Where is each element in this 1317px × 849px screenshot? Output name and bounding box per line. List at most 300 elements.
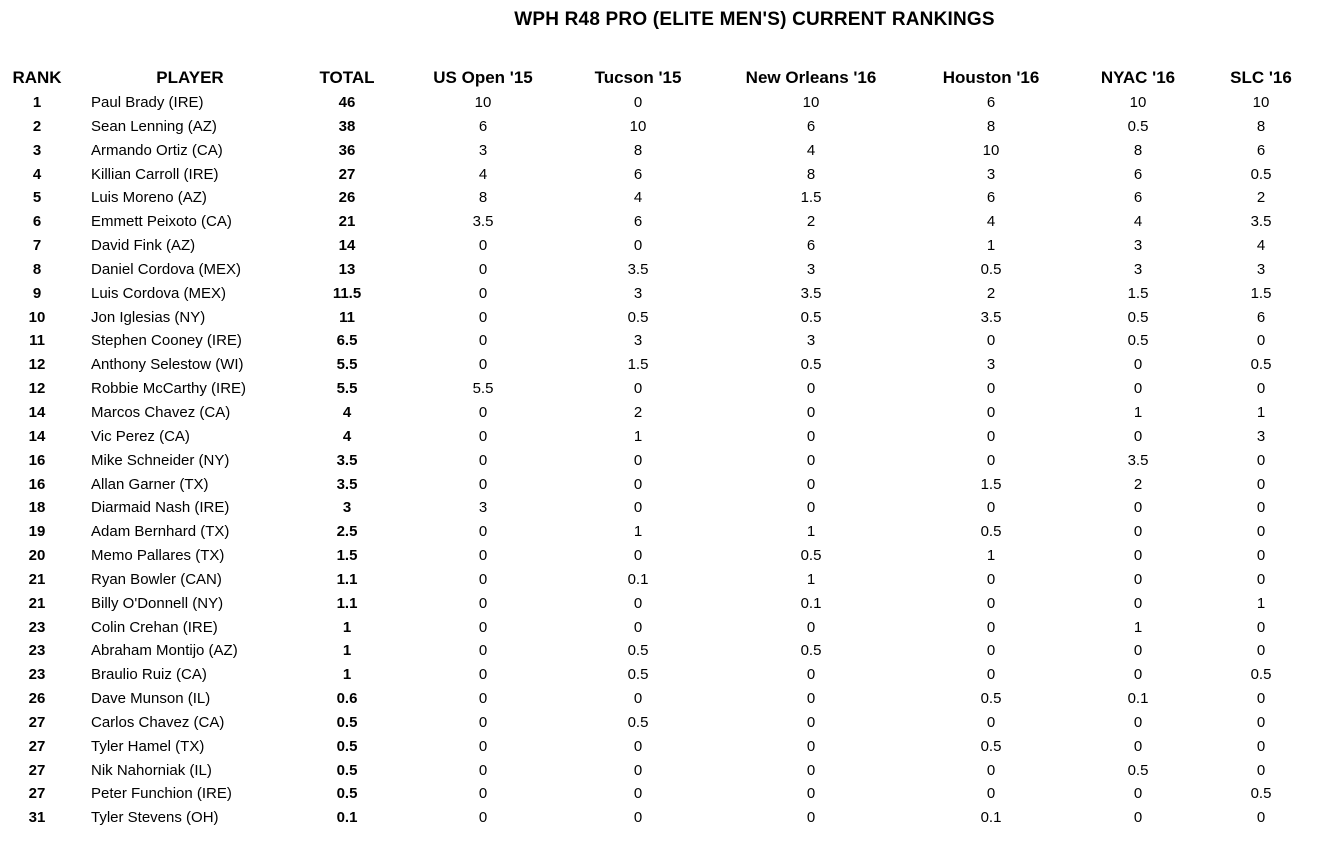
table-row — [0, 140, 1317, 164]
score-cell-new-orleans-16: 6 — [806, 117, 816, 135]
score-cell-nyac-16: 3 — [1133, 237, 1143, 255]
score-cell-houston-16: 3 — [986, 165, 996, 183]
total-cell: 11 — [339, 308, 355, 326]
score-cell-new-orleans-16: 6 — [806, 237, 816, 255]
total-cell: 4 — [342, 403, 352, 421]
score-cell-houston-16: 0 — [986, 642, 996, 660]
score-cell-us-open-15: 0 — [478, 618, 488, 636]
score-cell-slc-16: 8 — [1256, 117, 1266, 135]
table-row — [0, 259, 1317, 283]
score-cell-tucson-15: 3 — [633, 332, 643, 350]
score-cell-nyac-16: 0 — [1133, 594, 1143, 612]
score-cell-new-orleans-16: 3 — [806, 332, 816, 350]
score-cell-us-open-15: 8 — [478, 189, 488, 207]
score-cell-slc-16: 0.5 — [1250, 356, 1272, 374]
player-cell: Luis Cordova (MEX) — [91, 284, 227, 302]
rank-cell: 12 — [28, 380, 46, 398]
score-cell-slc-16: 0 — [1256, 380, 1266, 398]
score-cell-new-orleans-16: 8 — [806, 165, 816, 183]
score-cell-us-open-15: 3 — [478, 499, 488, 517]
table-row — [0, 545, 1317, 569]
score-cell-slc-16: 1 — [1256, 403, 1266, 421]
score-cell-slc-16: 0.5 — [1250, 785, 1272, 803]
score-cell-us-open-15: 0 — [478, 237, 488, 255]
score-cell-tucson-15: 0 — [633, 499, 643, 517]
score-cell-nyac-16: 3.5 — [1127, 451, 1149, 469]
score-cell-us-open-15: 0 — [478, 332, 488, 350]
score-cell-nyac-16: 0 — [1133, 523, 1143, 541]
score-cell-houston-16: 0 — [986, 427, 996, 445]
score-cell-slc-16: 0 — [1256, 690, 1266, 708]
score-cell-nyac-16: 0 — [1133, 499, 1143, 517]
score-cell-new-orleans-16: 0 — [806, 737, 816, 755]
score-cell-houston-16: 3 — [986, 356, 996, 374]
player-cell: Vic Perez (CA) — [91, 427, 190, 445]
score-cell-us-open-15: 0 — [478, 356, 488, 374]
player-cell: Anthony Selestow (WI) — [91, 356, 244, 374]
score-cell-houston-16: 0 — [986, 618, 996, 636]
score-cell-houston-16: 0 — [986, 713, 996, 731]
score-cell-houston-16: 0.5 — [980, 690, 1002, 708]
score-cell-houston-16: 0 — [986, 570, 996, 588]
score-cell-new-orleans-16: 0.5 — [800, 642, 822, 660]
score-cell-tucson-15: 0.5 — [627, 713, 649, 731]
score-cell-houston-16: 0 — [986, 332, 996, 350]
score-cell-houston-16: 1.5 — [980, 475, 1002, 493]
score-cell-slc-16: 0 — [1256, 547, 1266, 565]
score-cell-tucson-15: 0.5 — [627, 666, 649, 684]
score-cell-nyac-16: 2 — [1133, 475, 1143, 493]
table-row — [0, 164, 1317, 188]
player-cell: Armando Ortiz (CA) — [91, 141, 223, 159]
rank-cell: 27 — [28, 713, 46, 731]
score-cell-new-orleans-16: 3.5 — [800, 284, 822, 302]
rank-cell: 3 — [32, 141, 42, 159]
total-cell: 1.1 — [336, 594, 358, 612]
total-cell: 1 — [342, 642, 352, 660]
score-cell-us-open-15: 10 — [474, 94, 492, 111]
score-cell-tucson-15: 0 — [633, 594, 643, 612]
score-cell-us-open-15: 3.5 — [472, 213, 494, 231]
player-cell: Marcos Chavez (CA) — [91, 403, 231, 421]
score-cell-nyac-16: 1.5 — [1127, 284, 1149, 302]
player-cell: Daniel Cordova (MEX) — [91, 260, 242, 278]
player-cell: Tyler Stevens (OH) — [91, 809, 219, 827]
header-player: PLAYER — [156, 68, 224, 87]
score-cell-us-open-15: 0 — [478, 260, 488, 278]
score-cell-slc-16: 4 — [1256, 237, 1266, 255]
score-cell-houston-16: 0 — [986, 761, 996, 779]
score-cell-tucson-15: 3 — [633, 284, 643, 302]
score-cell-houston-16: 6 — [986, 94, 996, 111]
score-cell-houston-16: 0 — [986, 403, 996, 421]
score-cell-houston-16: 0 — [986, 594, 996, 612]
total-cell: 14 — [338, 237, 356, 255]
table-row — [0, 378, 1317, 402]
score-cell-tucson-15: 1 — [633, 523, 643, 541]
score-cell-us-open-15: 0 — [478, 594, 488, 612]
score-cell-new-orleans-16: 0 — [806, 690, 816, 708]
table-row — [0, 640, 1317, 664]
score-cell-tucson-15: 6 — [633, 165, 643, 183]
player-cell: Carlos Chavez (CA) — [91, 713, 225, 731]
rank-cell: 27 — [28, 737, 46, 755]
score-cell-tucson-15: 0 — [633, 785, 643, 803]
score-cell-slc-16: 6 — [1256, 308, 1266, 326]
player-cell: Abraham Montijo (AZ) — [91, 642, 238, 660]
total-cell: 3 — [342, 499, 352, 517]
score-cell-slc-16: 0.5 — [1250, 666, 1272, 684]
table-row — [0, 187, 1317, 211]
score-cell-us-open-15: 0 — [478, 308, 488, 326]
rank-cell: 10 — [28, 308, 46, 326]
total-cell: 6.5 — [336, 332, 358, 350]
total-cell: 5.5 — [336, 380, 358, 398]
score-cell-new-orleans-16: 0 — [806, 380, 816, 398]
total-cell: 21 — [338, 213, 356, 231]
rank-cell: 18 — [28, 499, 46, 517]
table-row — [0, 497, 1317, 521]
score-cell-nyac-16: 0 — [1133, 713, 1143, 731]
rank-cell: 23 — [28, 642, 46, 660]
score-cell-us-open-15: 0 — [478, 666, 488, 684]
player-cell: Paul Brady (IRE) — [91, 94, 204, 111]
header-event-houston-16: Houston '16 — [942, 68, 1040, 87]
total-cell: 4 — [342, 427, 352, 445]
total-cell: 5.5 — [336, 356, 358, 374]
score-cell-new-orleans-16: 0 — [806, 761, 816, 779]
score-cell-tucson-15: 2 — [633, 403, 643, 421]
score-cell-slc-16: 0 — [1256, 475, 1266, 493]
score-cell-houston-16: 0.5 — [980, 737, 1002, 755]
player-cell: Mike Schneider (NY) — [91, 451, 230, 469]
total-cell: 0.5 — [336, 785, 358, 803]
score-cell-houston-16: 2 — [986, 284, 996, 302]
player-cell: Dave Munson (IL) — [91, 690, 211, 708]
player-cell: Jon Iglesias (NY) — [91, 308, 206, 326]
score-cell-slc-16: 0 — [1256, 761, 1266, 779]
rank-cell: 9 — [32, 284, 42, 302]
rank-cell: 16 — [28, 475, 46, 493]
score-cell-new-orleans-16: 1 — [806, 570, 816, 588]
score-cell-nyac-16: 10 — [1129, 94, 1147, 111]
score-cell-houston-16: 0 — [986, 451, 996, 469]
total-cell: 1 — [342, 666, 352, 684]
score-cell-new-orleans-16: 0.5 — [800, 308, 822, 326]
table-row — [0, 521, 1317, 545]
score-cell-nyac-16: 4 — [1133, 213, 1143, 231]
score-cell-nyac-16: 0 — [1133, 809, 1143, 827]
score-cell-new-orleans-16: 3 — [806, 260, 816, 278]
score-cell-slc-16: 3.5 — [1250, 213, 1272, 231]
score-cell-slc-16: 0 — [1256, 737, 1266, 755]
score-cell-us-open-15: 0 — [478, 547, 488, 565]
score-cell-nyac-16: 0 — [1133, 570, 1143, 588]
score-cell-nyac-16: 0 — [1133, 547, 1143, 565]
player-cell: Allan Garner (TX) — [91, 475, 209, 493]
rank-cell: 4 — [32, 165, 42, 183]
rank-cell: 23 — [28, 618, 46, 636]
score-cell-tucson-15: 0.5 — [627, 642, 649, 660]
header-event-us-open-15: US Open '15 — [433, 68, 533, 87]
total-cell: 0.5 — [336, 713, 358, 731]
rank-cell: 12 — [28, 356, 46, 374]
score-cell-new-orleans-16: 0 — [806, 618, 816, 636]
score-cell-slc-16: 0 — [1256, 713, 1266, 731]
score-cell-houston-16: 3.5 — [980, 308, 1002, 326]
score-cell-tucson-15: 0 — [633, 809, 643, 827]
score-cell-tucson-15: 0.1 — [627, 570, 649, 588]
score-cell-tucson-15: 0 — [633, 94, 643, 111]
score-cell-tucson-15: 8 — [633, 141, 643, 159]
rank-cell: 7 — [32, 237, 42, 255]
table-row — [0, 116, 1317, 140]
total-cell: 3.5 — [336, 451, 358, 469]
table-row — [0, 593, 1317, 617]
score-cell-slc-16: 0 — [1256, 642, 1266, 660]
score-cell-new-orleans-16: 0 — [806, 403, 816, 421]
score-cell-tucson-15: 0 — [633, 690, 643, 708]
score-cell-us-open-15: 0 — [478, 737, 488, 755]
score-cell-new-orleans-16: 0 — [806, 475, 816, 493]
rank-cell: 1 — [32, 94, 42, 111]
header-total: TOTAL — [319, 68, 375, 87]
score-cell-tucson-15: 1.5 — [627, 356, 649, 374]
score-cell-houston-16: 1 — [986, 547, 996, 565]
score-cell-new-orleans-16: 0 — [806, 713, 816, 731]
rank-cell: 20 — [28, 547, 46, 565]
total-cell: 3.5 — [336, 475, 358, 493]
score-cell-slc-16: 6 — [1256, 141, 1266, 159]
table-header — [0, 68, 1317, 92]
score-cell-slc-16: 2 — [1256, 189, 1266, 207]
player-cell: Colin Crehan (IRE) — [91, 618, 218, 636]
player-cell: Luis Moreno (AZ) — [91, 189, 207, 207]
rank-cell: 27 — [28, 785, 46, 803]
score-cell-us-open-15: 6 — [478, 117, 488, 135]
total-cell: 0.5 — [336, 737, 358, 755]
rank-cell: 21 — [28, 594, 46, 612]
total-cell: 1.5 — [336, 547, 358, 565]
table-row — [0, 760, 1317, 784]
score-cell-us-open-15: 3 — [478, 141, 488, 159]
rank-cell: 14 — [28, 403, 46, 421]
score-cell-new-orleans-16: 4 — [806, 141, 816, 159]
score-cell-new-orleans-16: 0.5 — [800, 356, 822, 374]
rank-cell: 27 — [28, 761, 46, 779]
score-cell-new-orleans-16: 0.1 — [800, 594, 822, 612]
total-cell: 27 — [338, 165, 356, 183]
score-cell-nyac-16: 0 — [1133, 666, 1143, 684]
score-cell-slc-16: 0 — [1256, 523, 1266, 541]
player-cell: Stephen Cooney (IRE) — [91, 332, 242, 350]
table-row — [0, 783, 1317, 807]
score-cell-nyac-16: 6 — [1133, 165, 1143, 183]
score-cell-slc-16: 3 — [1256, 427, 1266, 445]
table-row — [0, 235, 1317, 259]
score-cell-us-open-15: 0 — [478, 690, 488, 708]
rank-cell: 14 — [28, 427, 46, 445]
rank-cell: 31 — [28, 809, 46, 827]
score-cell-new-orleans-16: 2 — [806, 213, 816, 231]
score-cell-new-orleans-16: 1.5 — [800, 189, 822, 207]
player-cell: Killian Carroll (IRE) — [91, 165, 219, 183]
score-cell-us-open-15: 0 — [478, 284, 488, 302]
player-cell: Billy O'Donnell (NY) — [91, 594, 224, 612]
header-rank: RANK — [12, 68, 62, 87]
score-cell-tucson-15: 0 — [633, 237, 643, 255]
score-cell-slc-16: 0 — [1256, 451, 1266, 469]
rank-cell: 19 — [28, 523, 46, 541]
score-cell-nyac-16: 0 — [1133, 356, 1143, 374]
score-cell-us-open-15: 0 — [478, 451, 488, 469]
score-cell-tucson-15: 0.5 — [627, 308, 649, 326]
score-cell-nyac-16: 0 — [1133, 737, 1143, 755]
score-cell-nyac-16: 1 — [1133, 403, 1143, 421]
score-cell-tucson-15: 0 — [633, 451, 643, 469]
rank-cell: 26 — [28, 690, 46, 708]
score-cell-new-orleans-16: 0.5 — [800, 547, 822, 565]
score-cell-houston-16: 0.5 — [980, 523, 1002, 541]
score-cell-houston-16: 4 — [986, 213, 996, 231]
score-cell-nyac-16: 0.5 — [1127, 332, 1149, 350]
table-row — [0, 402, 1317, 426]
score-cell-houston-16: 10 — [982, 141, 1000, 159]
total-cell: 1 — [342, 618, 352, 636]
rankings-table-body — [0, 92, 1317, 831]
score-cell-nyac-16: 0.1 — [1127, 690, 1149, 708]
total-cell: 46 — [338, 94, 356, 111]
player-cell: Ryan Bowler (CAN) — [91, 570, 222, 588]
rank-cell: 21 — [28, 570, 46, 588]
score-cell-houston-16: 0.5 — [980, 260, 1002, 278]
score-cell-nyac-16: 0.5 — [1127, 308, 1149, 326]
table-row — [0, 426, 1317, 450]
score-cell-houston-16: 1 — [986, 237, 996, 255]
score-cell-tucson-15: 0 — [633, 547, 643, 565]
total-cell: 13 — [338, 260, 356, 278]
score-cell-tucson-15: 0 — [633, 380, 643, 398]
table-row — [0, 211, 1317, 235]
score-cell-nyac-16: 6 — [1133, 189, 1143, 207]
player-cell: Robbie McCarthy (IRE) — [91, 380, 247, 398]
player-cell: Memo Pallares (TX) — [91, 547, 225, 565]
score-cell-us-open-15: 4 — [478, 165, 488, 183]
total-cell: 0.1 — [336, 809, 358, 827]
score-cell-us-open-15: 0 — [478, 642, 488, 660]
table-row — [0, 307, 1317, 331]
total-cell: 0.6 — [336, 690, 358, 708]
score-cell-slc-16: 3 — [1256, 260, 1266, 278]
table-row — [0, 807, 1317, 831]
score-cell-slc-16: 0 — [1256, 499, 1266, 517]
score-cell-us-open-15: 0 — [478, 761, 488, 779]
table-row — [0, 617, 1317, 641]
score-cell-houston-16: 0 — [986, 499, 996, 517]
player-cell: David Fink (AZ) — [91, 237, 196, 255]
total-cell: 1.1 — [336, 570, 358, 588]
score-cell-nyac-16: 0 — [1133, 427, 1143, 445]
table-row — [0, 450, 1317, 474]
score-cell-slc-16: 10 — [1252, 94, 1270, 111]
score-cell-tucson-15: 10 — [629, 117, 647, 135]
score-cell-new-orleans-16: 0 — [806, 785, 816, 803]
page-title: WPH R48 PRO (ELITE MEN'S) CURRENT RANKINGS — [514, 9, 995, 30]
score-cell-nyac-16: 3 — [1133, 260, 1143, 278]
table-row — [0, 664, 1317, 688]
score-cell-slc-16: 0 — [1256, 809, 1266, 827]
score-cell-us-open-15: 0 — [478, 570, 488, 588]
player-cell: Peter Funchion (IRE) — [91, 785, 232, 803]
rank-cell: 2 — [32, 117, 42, 135]
player-cell: Braulio Ruiz (CA) — [91, 666, 207, 684]
score-cell-tucson-15: 4 — [633, 189, 643, 207]
header-event-slc-16: SLC '16 — [1230, 68, 1292, 87]
score-cell-tucson-15: 3.5 — [627, 260, 649, 278]
rank-cell: 5 — [32, 189, 42, 207]
score-cell-nyac-16: 0 — [1133, 785, 1143, 803]
header-event-nyac-16: NYAC '16 — [1100, 68, 1176, 87]
score-cell-new-orleans-16: 0 — [806, 809, 816, 827]
rank-cell: 8 — [32, 260, 42, 278]
score-cell-houston-16: 8 — [986, 117, 996, 135]
score-cell-houston-16: 0 — [986, 380, 996, 398]
score-cell-nyac-16: 0.5 — [1127, 117, 1149, 135]
table-row — [0, 569, 1317, 593]
score-cell-tucson-15: 0 — [633, 761, 643, 779]
table-row — [0, 354, 1317, 378]
score-cell-slc-16: 0 — [1256, 618, 1266, 636]
table-row — [0, 92, 1317, 116]
score-cell-houston-16: 6 — [986, 189, 996, 207]
player-cell: Sean Lenning (AZ) — [91, 117, 217, 135]
rank-cell: 16 — [28, 451, 46, 469]
score-cell-tucson-15: 1 — [633, 427, 643, 445]
player-cell: Nik Nahorniak (IL) — [91, 761, 212, 779]
table-row — [0, 283, 1317, 307]
score-cell-slc-16: 1.5 — [1250, 284, 1272, 302]
score-cell-us-open-15: 0 — [478, 427, 488, 445]
score-cell-slc-16: 0 — [1256, 332, 1266, 350]
score-cell-us-open-15: 0 — [478, 713, 488, 731]
table-row — [0, 688, 1317, 712]
score-cell-us-open-15: 0 — [478, 523, 488, 541]
header-event-tucson-15: Tucson '15 — [594, 68, 682, 87]
score-cell-new-orleans-16: 0 — [806, 499, 816, 517]
player-cell: Tyler Hamel (TX) — [91, 737, 205, 755]
score-cell-new-orleans-16: 0 — [806, 451, 816, 469]
score-cell-nyac-16: 8 — [1133, 141, 1143, 159]
score-cell-nyac-16: 0.5 — [1127, 761, 1149, 779]
score-cell-tucson-15: 6 — [633, 213, 643, 231]
total-cell: 11.5 — [332, 284, 362, 302]
score-cell-nyac-16: 1 — [1133, 618, 1143, 636]
header-event-new-orleans-16: New Orleans '16 — [745, 68, 877, 87]
score-cell-houston-16: 0 — [986, 666, 996, 684]
score-cell-new-orleans-16: 0 — [806, 666, 816, 684]
score-cell-us-open-15: 0 — [478, 475, 488, 493]
score-cell-houston-16: 0.1 — [980, 809, 1002, 827]
rank-cell: 11 — [29, 332, 45, 350]
score-cell-slc-16: 0.5 — [1250, 165, 1272, 183]
rank-cell: 6 — [32, 213, 42, 231]
score-cell-slc-16: 0 — [1256, 570, 1266, 588]
player-cell: Adam Bernhard (TX) — [91, 523, 230, 541]
score-cell-new-orleans-16: 10 — [802, 94, 820, 111]
total-cell: 26 — [338, 189, 356, 207]
player-cell: Emmett Peixoto (CA) — [91, 213, 232, 231]
score-cell-nyac-16: 0 — [1133, 642, 1143, 660]
